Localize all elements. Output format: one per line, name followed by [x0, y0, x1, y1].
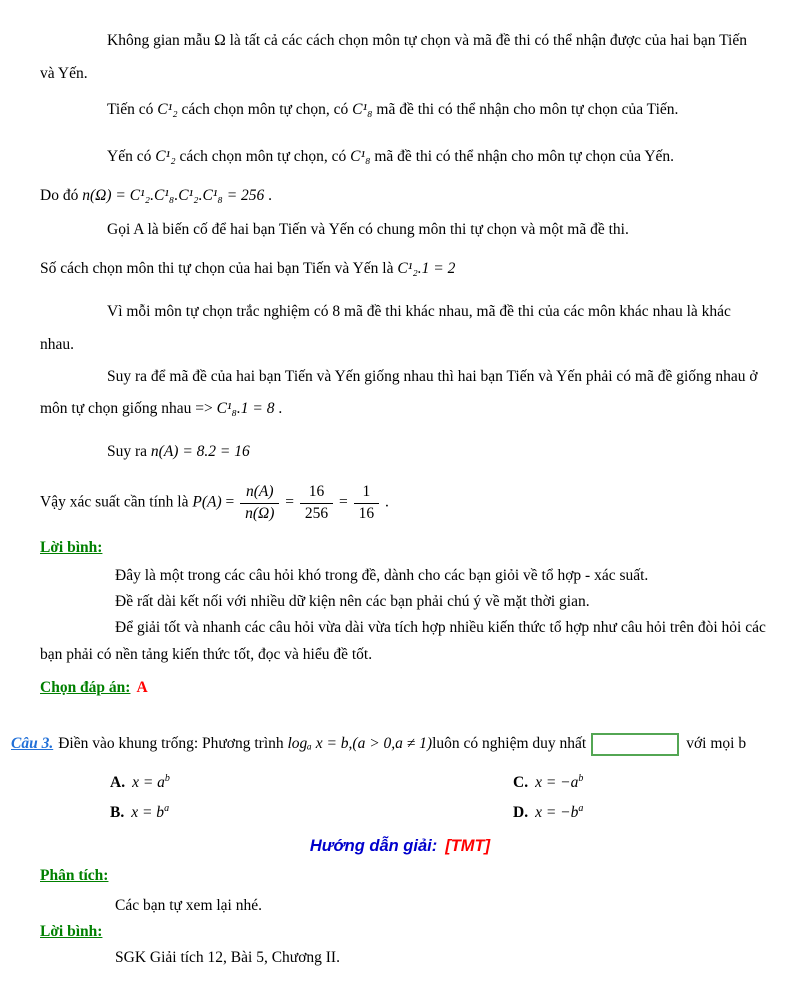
line-text: môn tự chọn giống nhau =>	[40, 400, 217, 417]
fraction-numerator: 1	[354, 483, 380, 504]
fraction-denominator: 16	[358, 504, 375, 522]
line-text: và Yến.	[40, 65, 88, 82]
line-text: Yến có	[107, 148, 156, 165]
stem-formula: logₐ x = b,(a > 0,a ≠ 1)	[287, 735, 433, 753]
solution-line-5	[40, 186, 272, 206]
option-b	[110, 799, 169, 823]
guide-heading: Hướng dẫn giải:	[309, 837, 438, 855]
phan-tich-text	[115, 896, 262, 916]
fraction-denominator: n(Ω)	[245, 504, 275, 522]
formula-n-omega: n(Ω) = C¹₂.C¹₈.C¹₂.C¹₈ = 256	[82, 187, 265, 204]
formula-c21: C¹₂	[157, 101, 178, 118]
loi-binh-2-text	[115, 948, 340, 968]
guide-author-tag: [TMT]	[445, 837, 491, 855]
stem-text: luôn có nghiệm duy nhất	[432, 735, 587, 753]
solution-line-4	[107, 147, 674, 167]
line-text: Các bạn tự xem lại nhé.	[115, 897, 262, 914]
chosen-answer-line	[40, 678, 148, 698]
solution-line-10	[107, 367, 758, 387]
fraction-numerator: 16	[300, 483, 333, 504]
solution-line-12	[107, 442, 250, 462]
line-text: cách chọn môn tự chọn, có	[177, 101, 353, 118]
loi-binh-2-heading	[40, 922, 102, 942]
line-text: mã đề thi có thể nhận cho môn tự chọn của Yến.	[370, 148, 675, 165]
fraction-numerator: n(A)	[240, 483, 279, 504]
formula-c21: C¹₂	[155, 148, 176, 165]
question-number-label: Câu 3.	[11, 735, 54, 753]
line-text: Đây là một trong các câu hỏi khó trong đề, dành cho các bạn giỏi về tổ hợp - xác suất.	[115, 567, 649, 584]
line-text: Do đó	[40, 187, 83, 204]
line-text: Tiến có	[107, 101, 158, 118]
line-text: SGK Giải tích 12, Bài 5, Chương II.	[115, 949, 340, 966]
solution-line-1	[107, 31, 747, 51]
line-text: mã đề thi có thể nhận cho môn tự chọn của Tiến.	[372, 101, 679, 118]
option-exponent: a	[578, 803, 584, 814]
formula-pa: P(A)	[192, 493, 222, 511]
option-label: D.	[513, 804, 529, 822]
option-exponent: b	[578, 773, 584, 784]
heading-text: Lời bình:	[40, 923, 103, 940]
line-text: Không gian mẫu Ω là tất cả các cách chọn môn tự chọn và mã đề thi có thể nhận được của hai bạn Tiến	[107, 32, 747, 49]
line-text: Suy ra	[107, 443, 151, 460]
solution-line-13	[40, 483, 389, 523]
option-exponent: a	[164, 803, 170, 814]
option-formula: x = b	[131, 804, 165, 822]
formula-c21-1: C¹₂.1 = 2	[397, 260, 456, 277]
line-text: bạn phải có nền tảng kiến thức tốt, đọc và hiểu đề tốt.	[40, 646, 373, 663]
option-formula: x = −a	[535, 774, 579, 792]
fraction-na-nomega	[240, 483, 279, 523]
line-text: .	[264, 187, 273, 204]
solution-line-3	[107, 100, 678, 120]
option-label: A.	[110, 774, 126, 792]
solution-line-7	[40, 259, 455, 279]
comment-line-3	[115, 618, 766, 638]
phan-tich-heading	[40, 866, 108, 886]
option-formula: x = a	[132, 774, 165, 792]
fraction-1-16	[354, 483, 380, 523]
formula-c81-1: C¹₈.1 = 8	[216, 400, 275, 417]
formula-c81: C¹₈	[352, 101, 373, 118]
line-text: Đề rất dài kết nối với nhiều dữ kiện nên các bạn phải chú ý về mặt thời gian.	[115, 593, 590, 610]
option-c	[513, 769, 583, 793]
line-text: Vì mỗi môn tự chọn trắc nghiệm có 8 mã đề thi khác nhau, mã đề thi của các môn khác nhau là khác	[107, 303, 731, 320]
comment-line-4	[40, 645, 372, 665]
comment-line-1	[115, 566, 648, 586]
formula-c81: C¹₈	[350, 148, 371, 165]
stem-text: với mọi b	[686, 735, 747, 753]
line-text: .	[381, 493, 389, 511]
option-d	[513, 799, 583, 823]
solution-line-11	[40, 399, 282, 419]
option-label: B.	[110, 804, 125, 822]
line-text: .	[274, 400, 283, 417]
guide-heading-line	[0, 835, 800, 858]
comment-line-2	[115, 592, 590, 612]
solution-line-8	[107, 302, 731, 322]
option-exponent: b	[164, 773, 170, 784]
line-text: Số cách chọn môn thi tự chọn của hai bạn Tiến và Yến là	[40, 260, 398, 277]
option-label: C.	[513, 774, 529, 792]
line-text: Vậy xác suất cần tính là	[40, 493, 193, 511]
question-3-stem	[11, 733, 746, 756]
line-text: Suy ra để mã đề của hai bạn Tiến và Yến giống nhau thì hai bạn Tiến và Yến phải có mã đề giống nhau ở	[107, 368, 758, 385]
solution-line-2	[40, 64, 88, 84]
line-text: nhau.	[40, 336, 75, 353]
formula-n-a: n(A) = 8.2 = 16	[150, 443, 250, 460]
chosen-answer-value: A	[136, 679, 148, 696]
answer-blank-box[interactable]	[591, 733, 679, 756]
line-text: Để giải tốt và nhanh các câu hỏi vừa dài vừa tích hợp nhiều kiến thức tổ hợp như câu hỏi trên đòi hỏi các	[115, 619, 766, 636]
loi-binh-heading	[40, 538, 102, 558]
option-a	[110, 769, 170, 793]
heading-text: Lời bình:	[40, 539, 103, 556]
fraction-16-256	[300, 483, 333, 523]
option-formula: x = −b	[535, 804, 579, 822]
line-text: Gọi A là biến cố để hai bạn Tiến và Yến có chung môn thi tự chọn và một mã đề thi.	[107, 221, 629, 238]
equals-sign: =	[281, 493, 298, 511]
chosen-answer-label: Chọn đáp án:	[40, 679, 131, 696]
equals-sign: =	[335, 493, 352, 511]
solution-line-6	[107, 220, 629, 240]
solution-line-9	[40, 335, 74, 355]
line-text: cách chọn môn tự chọn, có	[175, 148, 351, 165]
heading-text: Phân tích:	[40, 867, 109, 884]
fraction-denominator: 256	[304, 504, 329, 522]
stem-text: Điền vào khung trống: Phương trình	[58, 735, 288, 753]
equals-sign: =	[221, 493, 239, 511]
